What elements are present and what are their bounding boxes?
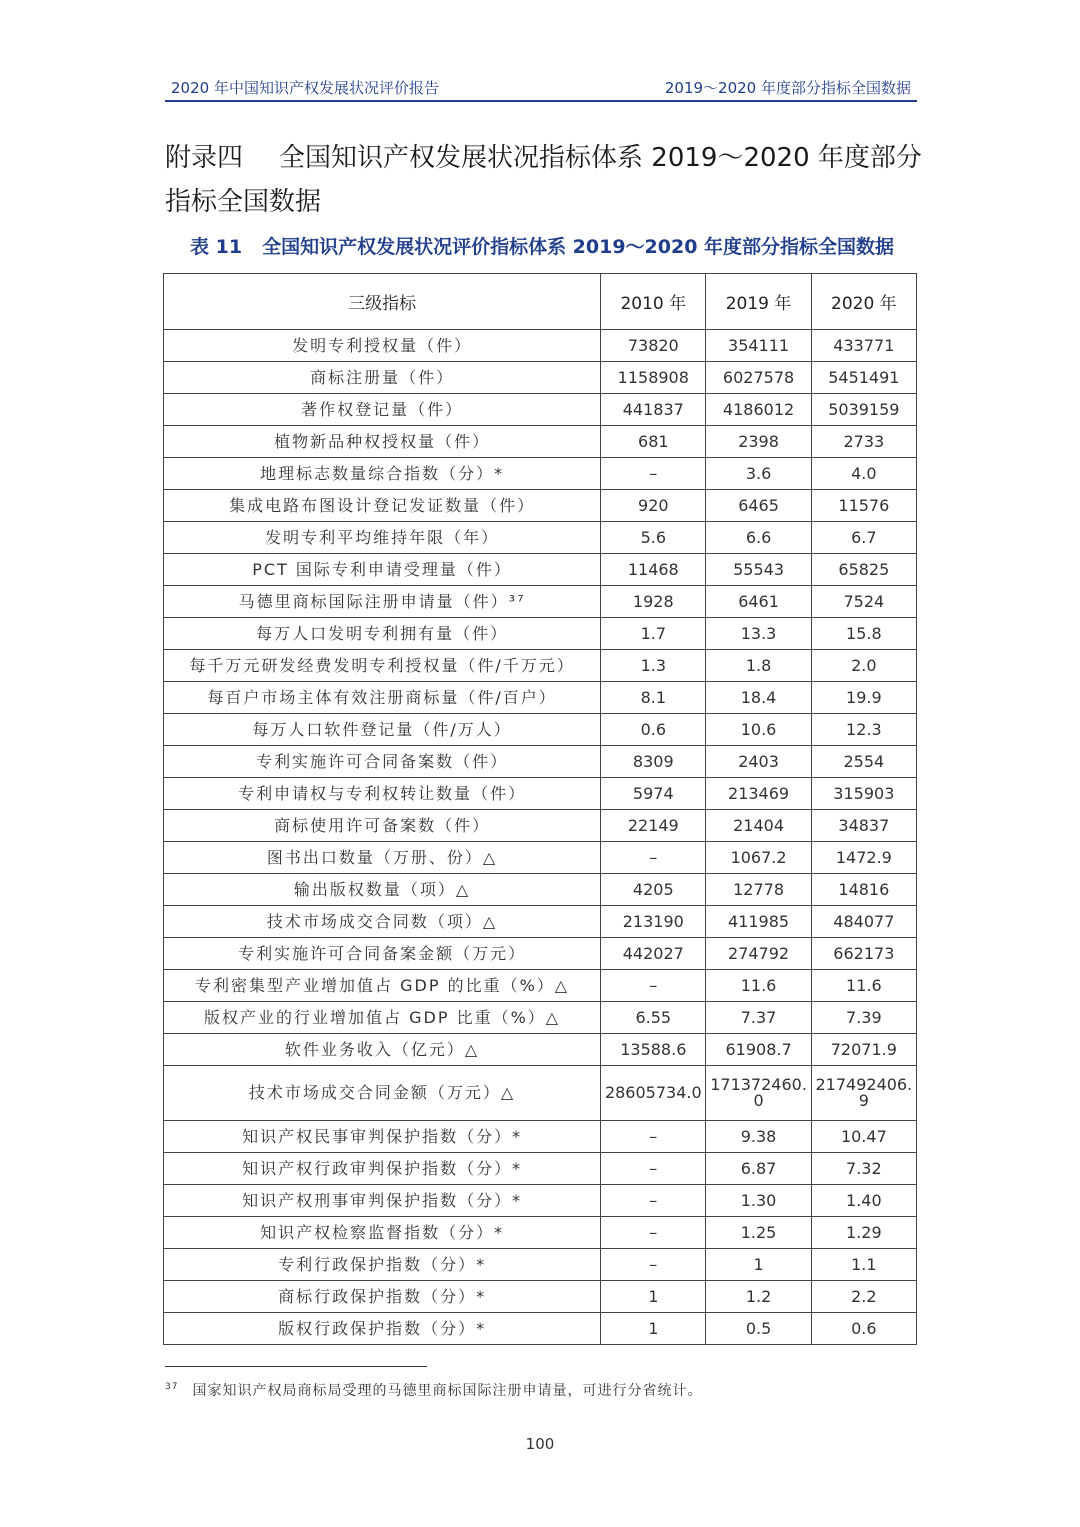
table-row	[164, 554, 917, 586]
value-2020-cell: 10.47	[811, 1121, 916, 1153]
indicator-cell: 图书出口数量（万册、份）△	[164, 842, 601, 874]
value-2019-cell: 21404	[706, 810, 811, 842]
table-row	[164, 906, 917, 938]
indicator-cell: 版权产业的行业增加值占 GDP 比重（%）△	[164, 1002, 601, 1034]
column-header-2019: 2019 年	[706, 274, 811, 330]
table-row	[164, 1217, 917, 1249]
indicator-cell: 专利实施许可合同备案金额（万元）	[164, 938, 601, 970]
value-2019-cell: 1.8	[706, 650, 811, 682]
indicator-cell: 知识产权民事审判保护指数（分）*	[164, 1121, 601, 1153]
table-row	[164, 1249, 917, 1281]
indicator-cell: 著作权登记量（件）	[164, 394, 601, 426]
value-2020-cell: 19.9	[811, 682, 916, 714]
table-row	[164, 650, 917, 682]
running-header	[165, 77, 917, 101]
value-2019-cell: 55543	[706, 554, 811, 586]
value-2010-cell: 1	[601, 1313, 706, 1345]
value-2020-cell: 217492406.9	[811, 1066, 916, 1121]
column-header-indicator: 三级指标	[164, 274, 601, 330]
value-2020-cell: 2.2	[811, 1281, 916, 1313]
indicator-cell: 地理标志数量综合指数（分）*	[164, 458, 601, 490]
indicator-cell: 知识产权检察监督指数（分）*	[164, 1217, 601, 1249]
table-row	[164, 490, 917, 522]
value-2019-cell: 171372460.0	[706, 1066, 811, 1121]
table-caption	[190, 232, 930, 259]
table-row	[164, 682, 917, 714]
value-2020-cell: 1472.9	[811, 842, 916, 874]
table-row	[164, 938, 917, 970]
value-2010-cell: 920	[601, 490, 706, 522]
value-2019-cell: 12778	[706, 874, 811, 906]
value-2020-cell: 7524	[811, 586, 916, 618]
indicator-cell: 专利密集型产业增加值占 GDP 的比重（%）△	[164, 970, 601, 1002]
value-2010-cell: 28605734.0	[601, 1066, 706, 1121]
value-2020-cell: 2733	[811, 426, 916, 458]
report-title: 2020 年中国知识产权发展状况评价报告	[171, 79, 439, 97]
value-2019-cell: 11.6	[706, 970, 811, 1002]
table-row	[164, 1121, 917, 1153]
value-2010-cell: 8.1	[601, 682, 706, 714]
indicator-cell: 输出版权数量（项）△	[164, 874, 601, 906]
header-divider	[165, 100, 917, 102]
value-2010-cell: 1928	[601, 586, 706, 618]
value-2019-cell: 3.6	[706, 458, 811, 490]
value-2020-cell: 484077	[811, 906, 916, 938]
value-2010-cell: –	[601, 1249, 706, 1281]
value-2020-cell: 1.1	[811, 1249, 916, 1281]
value-2019-cell: 274792	[706, 938, 811, 970]
indicator-cell: 技术市场成交合同金额（万元）△	[164, 1066, 601, 1121]
indicator-cell: 每万人口软件登记量（件/万人）	[164, 714, 601, 746]
footnote-text: 国家知识产权局商标局受理的马德里商标国际注册申请量，可进行分省统计。	[192, 1383, 703, 1399]
indicator-cell: 专利申请权与专利权转让数量（件）	[164, 778, 601, 810]
value-2020-cell: 72071.9	[811, 1034, 916, 1066]
value-2019-cell: 1.25	[706, 1217, 811, 1249]
value-2020-cell: 34837	[811, 810, 916, 842]
footnote-divider	[165, 1366, 427, 1367]
indicator-cell: 知识产权刑事审判保护指数（分）*	[164, 1185, 601, 1217]
value-2010-cell: –	[601, 842, 706, 874]
value-2019-cell: 354111	[706, 330, 811, 362]
table-row	[164, 1313, 917, 1345]
value-2019-cell: 18.4	[706, 682, 811, 714]
value-2019-cell: 6461	[706, 586, 811, 618]
value-2020-cell: 6.7	[811, 522, 916, 554]
appendix-label: 附录四	[165, 143, 244, 173]
indicator-cell: 专利实施许可合同备案数（件）	[164, 746, 601, 778]
appendix-heading	[165, 136, 925, 224]
value-2010-cell: 1158908	[601, 362, 706, 394]
value-2010-cell: –	[601, 458, 706, 490]
value-2010-cell: 22149	[601, 810, 706, 842]
value-2020-cell: 2554	[811, 746, 916, 778]
value-2010-cell: 441837	[601, 394, 706, 426]
indicator-cell: 发明专利平均维持年限（年）	[164, 522, 601, 554]
table-row	[164, 714, 917, 746]
value-2020-cell: 4.0	[811, 458, 916, 490]
value-2019-cell: 0.5	[706, 1313, 811, 1345]
table-header-row	[164, 274, 917, 330]
value-2019-cell: 1.30	[706, 1185, 811, 1217]
value-2019-cell: 2403	[706, 746, 811, 778]
value-2010-cell: 0.6	[601, 714, 706, 746]
value-2019-cell: 6.87	[706, 1153, 811, 1185]
indicator-cell: 植物新品种权授权量（件）	[164, 426, 601, 458]
table-row	[164, 522, 917, 554]
value-2019-cell: 10.6	[706, 714, 811, 746]
table-row	[164, 810, 917, 842]
table-row	[164, 586, 917, 618]
indicator-cell: 商标使用许可备案数（件）	[164, 810, 601, 842]
value-2019-cell: 411985	[706, 906, 811, 938]
indicator-cell: PCT 国际专利申请受理量（件）	[164, 554, 601, 586]
value-2020-cell: 14816	[811, 874, 916, 906]
value-2020-cell: 7.32	[811, 1153, 916, 1185]
value-2010-cell: 13588.6	[601, 1034, 706, 1066]
table-row	[164, 1281, 917, 1313]
table-body	[164, 330, 917, 1345]
page-number: 100	[525, 1435, 555, 1453]
table-number: 表 11	[190, 236, 243, 258]
appendix-title: 全国知识产权发展状况指标体系 2019～2020 年度部分指标全国数据	[165, 143, 922, 217]
value-2019-cell: 61908.7	[706, 1034, 811, 1066]
value-2020-cell: 11.6	[811, 970, 916, 1002]
value-2010-cell: 1.7	[601, 618, 706, 650]
indicator-cell: 版权行政保护指数（分）*	[164, 1313, 601, 1345]
value-2019-cell: 7.37	[706, 1002, 811, 1034]
indicator-cell: 商标注册量（件）	[164, 362, 601, 394]
value-2010-cell: 1	[601, 1281, 706, 1313]
value-2010-cell: 6.55	[601, 1002, 706, 1034]
value-2019-cell: 9.38	[706, 1121, 811, 1153]
value-2020-cell: 15.8	[811, 618, 916, 650]
footnote	[165, 1380, 925, 1400]
value-2019-cell: 2398	[706, 426, 811, 458]
indicator-cell: 每百户市场主体有效注册商标量（件/百户）	[164, 682, 601, 714]
indicator-cell: 马德里商标国际注册申请量（件）³⁷	[164, 586, 601, 618]
table-row	[164, 394, 917, 426]
table-row	[164, 426, 917, 458]
value-2019-cell: 213469	[706, 778, 811, 810]
section-title: 2019～2020 年度部分指标全国数据	[664, 79, 911, 97]
indicator-table	[163, 273, 917, 1345]
value-2020-cell: 5039159	[811, 394, 916, 426]
value-2020-cell: 12.3	[811, 714, 916, 746]
column-header-2020: 2020 年	[811, 274, 916, 330]
table-row	[164, 1002, 917, 1034]
table-row	[164, 778, 917, 810]
value-2019-cell: 1.2	[706, 1281, 811, 1313]
value-2010-cell: 73820	[601, 330, 706, 362]
value-2019-cell: 6.6	[706, 522, 811, 554]
value-2019-cell: 1	[706, 1249, 811, 1281]
value-2019-cell: 1067.2	[706, 842, 811, 874]
value-2020-cell: 7.39	[811, 1002, 916, 1034]
value-2010-cell: 681	[601, 426, 706, 458]
value-2020-cell: 1.40	[811, 1185, 916, 1217]
value-2020-cell: 0.6	[811, 1313, 916, 1345]
table-row	[164, 1066, 917, 1121]
value-2019-cell: 6465	[706, 490, 811, 522]
indicator-cell: 软件业务收入（亿元）△	[164, 1034, 601, 1066]
column-header-2010: 2010 年	[601, 274, 706, 330]
value-2010-cell: 5974	[601, 778, 706, 810]
indicator-cell: 知识产权行政审判保护指数（分）*	[164, 1153, 601, 1185]
table-caption-text: 全国知识产权发展状况评价指标体系 2019～2020 年度部分指标全国数据	[262, 236, 895, 258]
value-2010-cell: 8309	[601, 746, 706, 778]
footnote-marker: 37	[165, 1382, 179, 1393]
indicator-cell: 集成电路布图设计登记发证数量（件）	[164, 490, 601, 522]
table-row	[164, 618, 917, 650]
table-row	[164, 1153, 917, 1185]
value-2010-cell: 11468	[601, 554, 706, 586]
table-row	[164, 1034, 917, 1066]
value-2020-cell: 1.29	[811, 1217, 916, 1249]
value-2010-cell: 442027	[601, 938, 706, 970]
value-2019-cell: 13.3	[706, 618, 811, 650]
indicator-cell: 专利行政保护指数（分）*	[164, 1249, 601, 1281]
value-2010-cell: 1.3	[601, 650, 706, 682]
value-2020-cell: 315903	[811, 778, 916, 810]
value-2010-cell: –	[601, 1217, 706, 1249]
value-2020-cell: 662173	[811, 938, 916, 970]
indicator-cell: 每万人口发明专利拥有量（件）	[164, 618, 601, 650]
indicator-cell: 商标行政保护指数（分）*	[164, 1281, 601, 1313]
indicator-cell: 每千万元研发经费发明专利授权量（件/千万元）	[164, 650, 601, 682]
value-2020-cell: 433771	[811, 330, 916, 362]
table-row	[164, 458, 917, 490]
value-2020-cell: 11576	[811, 490, 916, 522]
value-2010-cell: –	[601, 970, 706, 1002]
table-row	[164, 874, 917, 906]
value-2010-cell: –	[601, 1153, 706, 1185]
value-2010-cell: –	[601, 1121, 706, 1153]
value-2020-cell: 5451491	[811, 362, 916, 394]
table-row	[164, 330, 917, 362]
table-row	[164, 362, 917, 394]
indicator-cell: 发明专利授权量（件）	[164, 330, 601, 362]
value-2010-cell: –	[601, 1185, 706, 1217]
value-2019-cell: 6027578	[706, 362, 811, 394]
value-2010-cell: 4205	[601, 874, 706, 906]
value-2010-cell: 213190	[601, 906, 706, 938]
indicator-cell: 技术市场成交合同数（项）△	[164, 906, 601, 938]
table-row	[164, 1185, 917, 1217]
table-row	[164, 842, 917, 874]
value-2020-cell: 2.0	[811, 650, 916, 682]
value-2010-cell: 5.6	[601, 522, 706, 554]
value-2019-cell: 4186012	[706, 394, 811, 426]
value-2020-cell: 65825	[811, 554, 916, 586]
table-row	[164, 746, 917, 778]
table-row	[164, 970, 917, 1002]
